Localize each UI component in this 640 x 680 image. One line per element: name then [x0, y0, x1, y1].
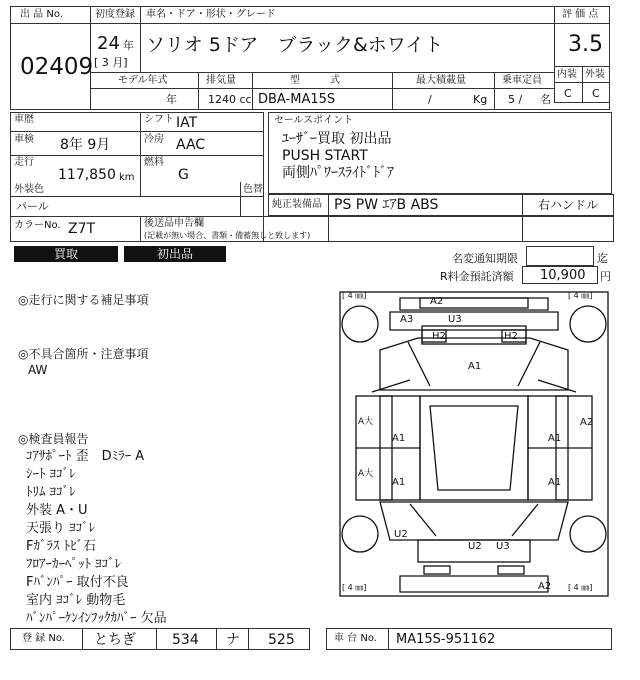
recycle-unit: 円 — [600, 270, 611, 283]
ext-color-label: 外装色 — [14, 184, 44, 195]
car-name: ソリオ 5ドア ブラック&ホワイト — [146, 34, 444, 56]
reg-area: とちぎ — [94, 632, 136, 648]
reg-label: 登 録 No. — [22, 633, 65, 644]
mark-left-front-door: A1 — [392, 433, 406, 444]
docs-label: 後送品申告欄 — [144, 218, 204, 229]
mileage-value: 117,850 — [58, 167, 116, 183]
mark-hood: A1 — [468, 361, 482, 372]
exterior-label: 外装 — [585, 69, 605, 80]
capacity-value: 5 / — [508, 93, 523, 106]
equipment-value: PS PW ｴｱB ABS — [334, 197, 439, 213]
corner-bl-label: [ 4 ㎜] — [342, 583, 367, 592]
name-change-unit: 迄 — [597, 252, 608, 265]
interior-label: 内装 — [557, 69, 577, 80]
inspection-value: 8年 9月 — [60, 137, 111, 153]
inspector-line: ﾌﾛｱｰｶｰﾍﾟｯﾄ ﾖｺﾞﾚ — [26, 557, 122, 572]
mark-h2-left: H2 — [432, 331, 446, 342]
recycle-value: 10,900 — [540, 268, 586, 283]
max-load-value: / — [428, 93, 432, 106]
corner-br-label: [ 4 ㎜] — [568, 583, 593, 592]
inspector-line: 外装 A・U — [26, 503, 88, 518]
inspection-label: 車検 — [14, 134, 34, 145]
mark-left-rear-wheel: U2 — [394, 529, 408, 540]
score-label: 評 価 点 — [562, 9, 599, 20]
reg-class: 534 — [172, 632, 199, 648]
lot-number: 02409 — [20, 54, 94, 80]
name-change-label: 名変通知期限 — [452, 252, 518, 265]
mark-h2-right: H2 — [504, 331, 518, 342]
sales-point-label: セールスポイント — [274, 115, 354, 126]
displacement-value: 1240 cc — [208, 93, 252, 106]
ac-value: AAC — [176, 137, 206, 153]
sales-line-2: PUSH START — [282, 148, 368, 164]
docs-note: (記載が無い場合、書類・備蓄無しと致します) — [144, 231, 311, 240]
mileage-unit: km — [119, 172, 135, 183]
exterior-grade: C — [592, 87, 600, 100]
type-label: 型 式 — [290, 75, 340, 86]
inspector-line: ﾄﾘﾑ ﾖｺﾞﾚ — [26, 485, 76, 500]
capacity-unit: 名 — [540, 93, 551, 106]
inspector-line: Fﾊﾞﾝﾊﾟｰ 取付不良 — [26, 575, 129, 590]
mileage-label: 走行 — [14, 157, 34, 168]
shift-value: IAT — [176, 115, 198, 131]
shift-label: シフト — [144, 114, 174, 125]
fuel-label: 燃料 — [144, 157, 164, 168]
model-year-value: 年 — [166, 93, 177, 106]
steering-value: 右ハンドル — [538, 198, 599, 212]
chassis-value: MA15S-951162 — [396, 632, 496, 647]
mark-left-rear-door: A1 — [392, 477, 406, 488]
mark-a3: A3 — [400, 314, 414, 325]
inspector-line: ﾊﾞﾝﾊﾟｰｹﾝｲﾝﾌｯｸｶﾊﾞｰ 欠品 — [26, 611, 167, 626]
car-name-label: 車名・ドア・形状・グレード — [146, 9, 276, 20]
chassis-label: 車 台 No. — [334, 633, 377, 644]
mark-right-fender: A2 — [580, 417, 594, 428]
interior-grade: C — [564, 87, 572, 100]
score-value: 3.5 — [568, 32, 603, 57]
lot-label: 出 品 No. — [20, 9, 63, 20]
mark-rear-u3: U3 — [496, 541, 510, 552]
model-year-label: モデル年式 — [118, 75, 168, 86]
displacement-label: 排気量 — [206, 75, 236, 86]
defects-line-1: AW — [28, 363, 48, 377]
capacity-label: 乗車定員 — [502, 75, 542, 86]
fuel-value: G — [178, 167, 189, 183]
badge-kaitori: 買取 — [14, 246, 118, 262]
driving-remarks-title: ◎走行に関する補足事項 — [18, 293, 149, 307]
first-reg-label: 初度登録 — [95, 9, 135, 20]
sales-line-3: 両側ﾊﾟﾜｰｽﾗｲﾄﾞﾄﾞｱ — [282, 165, 394, 181]
inspector-line: 天張り ﾖｺﾞﾚ — [26, 521, 96, 536]
mark-front-bumper: A2 — [430, 296, 444, 307]
history-label: 車歴 — [14, 114, 34, 125]
reg-number: 525 — [268, 632, 295, 648]
max-load-unit: Kg — [473, 93, 488, 106]
color-no-label: カラーNo. — [14, 220, 61, 231]
max-load-label: 最大積載量 — [416, 75, 466, 86]
mark-right-rear-door: A1 — [548, 477, 562, 488]
year-unit: 年 — [123, 39, 134, 52]
corner-tr-label: [ 4 ㎜] — [568, 291, 593, 300]
mark-left-quarter: A大 — [358, 469, 374, 479]
color-no-value: Z7T — [68, 221, 96, 237]
badge-first-listing: 初出品 — [124, 246, 226, 262]
first-reg-year: 24 — [97, 33, 120, 54]
inspector-line: ｼｰﾄ ﾖｺﾞﾚ — [26, 467, 76, 482]
corner-tl-label: [ 4 ㎜] — [342, 291, 367, 300]
defects-title: ◎不具合箇所・注意事項 — [18, 347, 149, 361]
mark-rear-bumper: A2 — [538, 581, 552, 592]
inspector-title: ◎検査員報告 — [18, 432, 89, 446]
reg-kana: ナ — [226, 632, 240, 648]
mark-left-fender: A大 — [358, 417, 374, 427]
type-value: DBA-MA15S — [258, 92, 336, 107]
damage-diagram — [338, 290, 610, 598]
mark-u3-front: U3 — [448, 314, 462, 325]
inspector-line: Fｶﾞﾗｽ ﾄﾋﾞ石 — [26, 539, 97, 554]
recycle-label: R料金預託済額 — [440, 270, 514, 283]
mark-right-front-door: A1 — [548, 433, 562, 444]
inspector-line: ｺｱｻﾎﾟｰﾄ 歪 Dﾐﾗｰ A — [26, 449, 145, 464]
first-reg-month: [ 3 月] — [94, 56, 128, 69]
repaint-label: 色替 — [243, 184, 263, 195]
color-row — [10, 216, 614, 242]
sales-line-1: ﾕｰｻﾞｰ買取 初出品 — [282, 131, 392, 147]
mark-rear-u2: U2 — [468, 541, 482, 552]
name-change-box — [526, 246, 594, 266]
inspector-line: 室内 ﾖｺﾞﾚ 動物毛 — [26, 593, 126, 608]
ext-color-value: パール — [16, 200, 49, 213]
ac-label: 冷房 — [144, 134, 164, 145]
equipment-label: 純正装備品 — [272, 199, 322, 210]
